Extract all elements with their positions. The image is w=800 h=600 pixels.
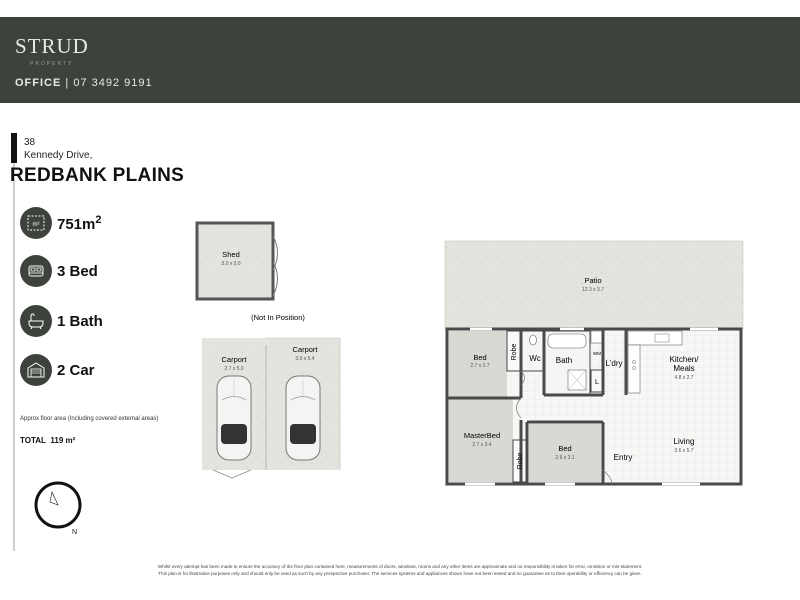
carport1-size: 2.7 x 5.0 <box>224 366 244 372</box>
bed2-label: Bed <box>558 444 572 453</box>
patio-label: Patio <box>584 276 602 285</box>
brand-logo: STRUD <box>15 34 89 58</box>
bed1-label: Bed <box>473 353 487 362</box>
masterbed-size: 2.7 x 3.4 <box>472 442 492 448</box>
compass-north-label: N <box>72 529 78 536</box>
floor-total-value: 119 m² <box>50 436 76 445</box>
kitchen-label: Kitchen/ <box>669 355 699 364</box>
carport2-label: Carport <box>292 345 318 354</box>
carport2-size: 3.0 x 5.4 <box>295 356 315 362</box>
bath-count: 1 Bath <box>57 312 103 330</box>
shed-label: Shed <box>222 250 240 259</box>
office-phone[interactable]: | 07 3492 9191 <box>65 77 153 89</box>
wm-label: WM <box>593 351 601 356</box>
living-label: Living <box>673 437 695 446</box>
shed <box>197 223 278 299</box>
linen-label: L <box>595 379 599 386</box>
disclaimer <box>0 563 800 577</box>
brand-subtitle: PROPERTY <box>30 61 74 67</box>
meals-label: Meals <box>673 364 695 373</box>
bath-label: Bath <box>555 356 573 365</box>
robe2-label: Robe <box>517 452 524 470</box>
floor-total-label: TOTAL <box>20 436 46 445</box>
carports <box>202 338 340 478</box>
bed2-size: 2.6 x 3.1 <box>555 455 575 461</box>
land-size-value: 751m <box>57 215 96 233</box>
patio <box>445 241 743 329</box>
car-count: 2 Car <box>57 361 95 379</box>
land-size-unit: 2 <box>95 213 102 226</box>
shed-size: 3.0 x 3.0 <box>221 261 241 267</box>
living-size: 3.6 x 5.7 <box>674 448 694 454</box>
street-number: 38 <box>24 137 36 148</box>
kitchen-size: 4.8 x 2.7 <box>674 375 694 381</box>
disclaimer-line1: Whilst every attempt has been made to ensure the accuracy of the floor plan contained here, measurements of doors, windows, rooms and any other items are approximate and no responsibility is taken for error, omission or mis-statement. <box>157 564 643 569</box>
not-in-position-note: (Not In Position) <box>251 313 305 322</box>
bed1-size: 2.7 x 2.7 <box>470 363 490 369</box>
office-label: OFFICE <box>15 77 62 89</box>
robe1-label: Robe <box>511 343 518 361</box>
patio-size: 12.3 x 3.7 <box>582 287 604 293</box>
street-name: Kennedy Drive, <box>24 150 93 161</box>
floor-area-note: Approx floor area (Including covered external areas) <box>20 416 159 422</box>
carport1-label: Carport <box>221 355 247 364</box>
bed-count: 3 Bed <box>57 262 98 280</box>
disclaimer-line2: This plan is for illustrative purposes only and should only be used as such by any prospective purchaser. The services systems and appliances shown have not been tested and no guarantee as to their operability or efficiency can be given. <box>158 571 642 576</box>
car-icon <box>286 376 320 460</box>
suburb-title: REDBANK PLAINS <box>10 165 185 186</box>
svg-text:m²: m² <box>32 222 40 228</box>
laundry-label: L'dry <box>605 359 623 368</box>
car-icon <box>217 376 251 460</box>
entry-label: Entry <box>613 453 633 462</box>
wc-label: Wc <box>529 354 541 363</box>
masterbed-label: MasterBed <box>463 431 501 440</box>
